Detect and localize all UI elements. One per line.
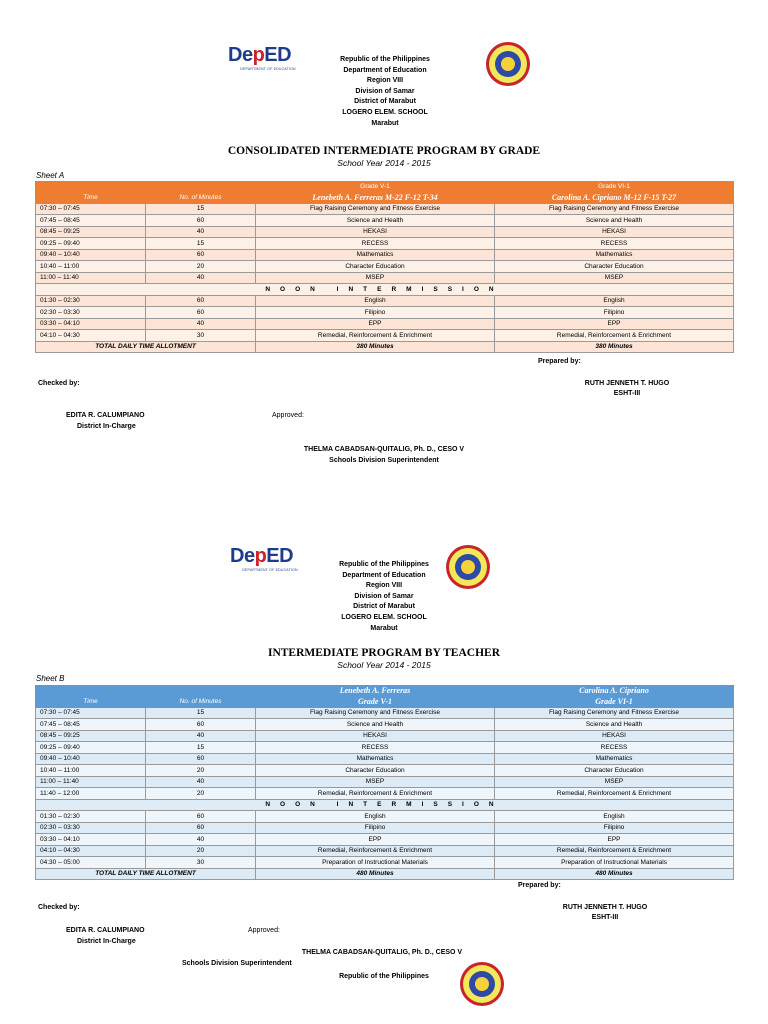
time-cell: 07:45 – 08:45 (36, 215, 146, 227)
header-line: Republic of the Philippines (339, 973, 429, 980)
subject-cell: Science and Health (256, 719, 495, 731)
logo-ed: ED (266, 545, 294, 567)
sheet-a-checker-title: District In-Charge (77, 423, 136, 430)
time-cell: 08:45 – 09:25 (36, 226, 146, 238)
sheet-b-approver-title: Schools Division Superintendent (182, 960, 292, 967)
total-cell: 380 Minutes (256, 341, 495, 353)
logo-p: p (254, 545, 267, 567)
sheet-a-label: Sheet A (36, 171, 65, 180)
time-cell: 11:00 – 11:40 (36, 272, 146, 284)
sheet-a-title: CONSOLIDATED INTERMEDIATE PROGRAM BY GRADE (227, 145, 541, 157)
time-cell: 11:40 – 12:00 (36, 788, 146, 800)
subject-cell: RECESS (495, 742, 734, 754)
header-line: Republic of the Philippines (339, 561, 429, 568)
table-row (36, 238, 734, 250)
minutes-cell: 40 (146, 776, 256, 788)
time-cell: 08:45 – 09:25 (36, 730, 146, 742)
time-cell: 09:40 – 10:40 (36, 249, 146, 261)
subject-cell: Remedial, Reinforcement & Enrichment (495, 330, 734, 342)
table-row (36, 857, 734, 869)
header-line: Region VIII (365, 582, 403, 590)
subject-cell: EPP (495, 834, 734, 846)
teacher-1-header: Lenebeth A. Ferreras (256, 686, 495, 696)
subject-cell: Remedial, Reinforcement & Enrichment (495, 788, 734, 800)
time-cell: 02:30 – 03:30 (36, 822, 146, 834)
table-row (36, 753, 734, 765)
total-row (36, 341, 734, 353)
time-cell: 07:30 – 07:45 (36, 203, 146, 215)
subject-cell: Filipino (495, 822, 734, 834)
subject-cell: HEKASI (495, 226, 734, 238)
header-line: LOGERO ELEM. SCHOOL (341, 613, 427, 621)
minutes-cell: 15 (146, 238, 256, 250)
time-cell: 02:30 – 03:30 (36, 307, 146, 319)
subject-cell: EPP (256, 834, 495, 846)
division-seal-icon (486, 42, 530, 86)
subject-cell: Character Education (256, 261, 495, 273)
subject-cell: RECESS (495, 238, 734, 250)
table-row (36, 776, 734, 788)
header-spacer (36, 182, 146, 192)
table-row (36, 330, 734, 342)
sheet-b-label: Sheet B (36, 674, 65, 683)
header-line: District of Marabut (354, 98, 416, 106)
minutes-cell: 60 (146, 307, 256, 319)
header-line: Department of Education (343, 66, 427, 74)
subject-cell: MSEP (495, 776, 734, 788)
subject-cell: Filipino (256, 307, 495, 319)
header-line: Marabut (371, 119, 399, 127)
subject-cell: Remedial, Reinforcement & Enrichment (256, 788, 495, 800)
header-line: Division of Samar (355, 87, 415, 95)
sheet-b-title: INTERMEDIATE PROGRAM BY TEACHER (267, 647, 501, 659)
minutes-cell: 40 (146, 730, 256, 742)
logo-ed: ED (264, 44, 292, 66)
total-cell: 480 Minutes (256, 868, 495, 880)
subject-cell: EPP (495, 318, 734, 330)
logo-de: De (228, 44, 253, 66)
table-row (36, 307, 734, 319)
minutes-cell: 20 (146, 765, 256, 777)
subject-cell: HEKASI (495, 730, 734, 742)
sheet-a-approver-name: THELMA CABADSAN-QUITALIG, Ph. D., CESO V (303, 446, 465, 453)
minutes-cell: 15 (146, 707, 256, 719)
division-seal-icon (460, 962, 504, 1006)
subject-cell: Preparation of Instructional Materials (256, 857, 495, 869)
table-row (36, 845, 734, 857)
subject-cell: MSEP (495, 272, 734, 284)
sheet-b-preparer-title: ESHT-III (591, 914, 619, 921)
grade-v1-header: Grade V-1 (256, 182, 495, 192)
sheet-b-checked-by: Checked by: (38, 904, 80, 911)
sheet-b-checker-title: District In-Charge (77, 938, 136, 945)
table-row (36, 203, 734, 215)
grade-vi1-header: Grade VI-1 (495, 182, 734, 192)
teacher-2-header: Carolina A. Cipriano (495, 686, 734, 696)
total-label-cell: TOTAL DAILY TIME ALLOTMENT (36, 868, 256, 880)
minutes-cell: 60 (146, 295, 256, 307)
subject-cell: Mathematics (256, 249, 495, 261)
table-row (36, 707, 734, 719)
sheet-a-preparer-name: RUTH JENNETH T. HUGO (584, 380, 670, 387)
agency-header-c (294, 972, 474, 983)
total-row (36, 868, 734, 880)
teacher-2-header: Carolina A. Cipriano M-12 F-15 T-27 (495, 192, 734, 204)
subject-cell: Science and Health (256, 215, 495, 227)
minutes-cell: 15 (146, 203, 256, 215)
time-cell: 03:30 – 04:10 (36, 834, 146, 846)
sheet-a-table (35, 181, 734, 353)
table-header-row (36, 686, 734, 696)
subject-cell: Remedial, Reinforcement & Enrichment (256, 330, 495, 342)
minutes-cell: 60 (146, 249, 256, 261)
sheet-a-school-year: School Year 2014 - 2015 (337, 158, 431, 168)
time-cell: 09:25 – 09:40 (36, 238, 146, 250)
noon-intermission-cell: NOON INTERMISSION (36, 284, 734, 296)
sheet-b-prepared-by: Prepared by: (518, 882, 561, 889)
minutes-cell: 60 (146, 811, 256, 823)
col-minutes-header: No. of Minutes (146, 192, 256, 204)
subject-cell: Flag Raising Ceremony and Fitness Exercise (256, 203, 495, 215)
subject-cell: Mathematics (495, 753, 734, 765)
subject-cell: Flag Raising Ceremony and Fitness Exercise (495, 203, 734, 215)
sheet-a-approver-title: Schools Division Superintendent (329, 457, 439, 464)
header-line: District of Marabut (353, 603, 415, 611)
minutes-cell: 40 (146, 272, 256, 284)
minutes-cell: 15 (146, 742, 256, 754)
minutes-cell: 60 (146, 215, 256, 227)
logo-sub: DEPARTMENT OF EDUCATION (242, 568, 298, 572)
total-cell: 380 Minutes (495, 341, 734, 353)
minutes-cell: 20 (146, 788, 256, 800)
logo-de: De (230, 545, 255, 567)
table-row (36, 295, 734, 307)
subject-cell: Mathematics (495, 249, 734, 261)
subject-cell: Mathematics (256, 753, 495, 765)
sheet-b-preparer-name: RUTH JENNETH T. HUGO (562, 904, 648, 911)
header-line: Region VIII (366, 77, 404, 85)
subject-cell: RECESS (256, 742, 495, 754)
table-row (36, 226, 734, 238)
table-row (36, 822, 734, 834)
header-line: LOGERO ELEM. SCHOOL (342, 108, 428, 116)
minutes-cell: 20 (146, 845, 256, 857)
time-cell: 04:30 – 05:00 (36, 857, 146, 869)
time-cell: 07:30 – 07:45 (36, 707, 146, 719)
minutes-cell: 40 (146, 318, 256, 330)
minutes-cell: 60 (146, 719, 256, 731)
minutes-cell: 20 (146, 261, 256, 273)
table-row (36, 742, 734, 754)
minutes-cell: 60 (146, 753, 256, 765)
subject-cell: Flag Raising Ceremony and Fitness Exercise (256, 707, 495, 719)
logo-sub: DEPARTMENT OF EDUCATION (240, 67, 296, 71)
grade-vi1-header: Grade VI-1 (495, 696, 734, 708)
table-row (36, 730, 734, 742)
sheet-b-approver-name: THELMA CABADSAN-QUITALIG, Ph. D., CESO V (301, 949, 463, 956)
time-cell: 04:10 – 04:30 (36, 845, 146, 857)
subject-cell: Character Education (495, 765, 734, 777)
table-row (36, 249, 734, 261)
noon-intermission-cell: NOON INTERMISSION (36, 799, 734, 811)
table-row (36, 765, 734, 777)
minutes-cell: 40 (146, 226, 256, 238)
sheet-a-preparer-title: ESHT-III (613, 390, 641, 397)
subject-cell: Remedial, Reinforcement & Enrichment (256, 845, 495, 857)
col-time-header: Time (36, 192, 146, 204)
time-cell: 03:30 – 04:10 (36, 318, 146, 330)
subject-cell: MSEP (256, 272, 495, 284)
teacher-1-header: Lenebeth A. Ferreras M-22 F-12 T-34 (256, 192, 495, 204)
table-row (36, 834, 734, 846)
header-spacer (146, 182, 256, 192)
grade-v1-header: Grade V-1 (256, 696, 495, 708)
col-minutes-header: No. of Minutes (146, 696, 256, 708)
time-cell: 01:30 – 02:30 (36, 811, 146, 823)
time-cell: 10:40 – 11:00 (36, 261, 146, 273)
subject-cell: HEKASI (256, 730, 495, 742)
time-cell: 01:30 – 02:30 (36, 295, 146, 307)
subject-cell: EPP (256, 318, 495, 330)
table-row (36, 261, 734, 273)
table-header-row (36, 696, 734, 708)
header-spacer (146, 686, 256, 696)
subject-cell: English (495, 295, 734, 307)
noon-intermission-row (36, 799, 734, 811)
sheet-b-approved: Approved: (248, 927, 280, 934)
sheet-a-checked-by: Checked by: (38, 380, 80, 387)
subject-cell: English (495, 811, 734, 823)
time-cell: 09:25 – 09:40 (36, 742, 146, 754)
table-row (36, 811, 734, 823)
total-cell: 480 Minutes (495, 868, 734, 880)
subject-cell: Science and Health (495, 719, 734, 731)
sheet-a-prepared-by: Prepared by: (538, 358, 581, 365)
sheet-b-checker-name: EDITA R. CALUMPIANO (66, 927, 145, 934)
table-header-row (36, 192, 734, 204)
minutes-cell: 40 (146, 834, 256, 846)
subject-cell: English (256, 295, 495, 307)
table-header-row (36, 182, 734, 192)
time-cell: 09:40 – 10:40 (36, 753, 146, 765)
division-seal-icon (446, 545, 490, 589)
subject-cell: Preparation of Instructional Materials (495, 857, 734, 869)
subject-cell: Character Education (495, 261, 734, 273)
subject-cell: Remedial, Reinforcement & Enrichment (495, 845, 734, 857)
minutes-cell: 60 (146, 822, 256, 834)
table-row (36, 318, 734, 330)
header-line: Department of Education (342, 571, 426, 579)
logo-p: p (252, 44, 265, 66)
sheet-b-table (35, 685, 734, 880)
table-row (36, 788, 734, 800)
time-cell: 04:10 – 04:30 (36, 330, 146, 342)
subject-cell: Filipino (256, 822, 495, 834)
time-cell: 07:45 – 08:45 (36, 719, 146, 731)
header-spacer (36, 686, 146, 696)
time-cell: 10:40 – 11:00 (36, 765, 146, 777)
header-line: Republic of the Philippines (340, 56, 430, 63)
table-row (36, 719, 734, 731)
minutes-cell: 30 (146, 330, 256, 342)
noon-intermission-row (36, 284, 734, 296)
subject-cell: Filipino (495, 307, 734, 319)
agency-header-a (295, 55, 475, 129)
time-cell: 11:00 – 11:40 (36, 776, 146, 788)
subject-cell: Character Education (256, 765, 495, 777)
subject-cell: HEKASI (256, 226, 495, 238)
table-row (36, 272, 734, 284)
subject-cell: RECESS (256, 238, 495, 250)
sheet-b-school-year: School Year 2014 - 2015 (337, 660, 431, 670)
subject-cell: MSEP (256, 776, 495, 788)
sheet-a-checker-name: EDITA R. CALUMPIANO (66, 412, 145, 419)
subject-cell: English (256, 811, 495, 823)
header-line: Division of Samar (354, 592, 414, 600)
minutes-cell: 30 (146, 857, 256, 869)
sheet-a-approved: Approved: (272, 412, 304, 419)
header-line: Marabut (370, 624, 398, 632)
total-label-cell: TOTAL DAILY TIME ALLOTMENT (36, 341, 256, 353)
table-row (36, 215, 734, 227)
subject-cell: Flag Raising Ceremony and Fitness Exercise (495, 707, 734, 719)
subject-cell: Science and Health (495, 215, 734, 227)
col-time-header: Time (36, 696, 146, 708)
